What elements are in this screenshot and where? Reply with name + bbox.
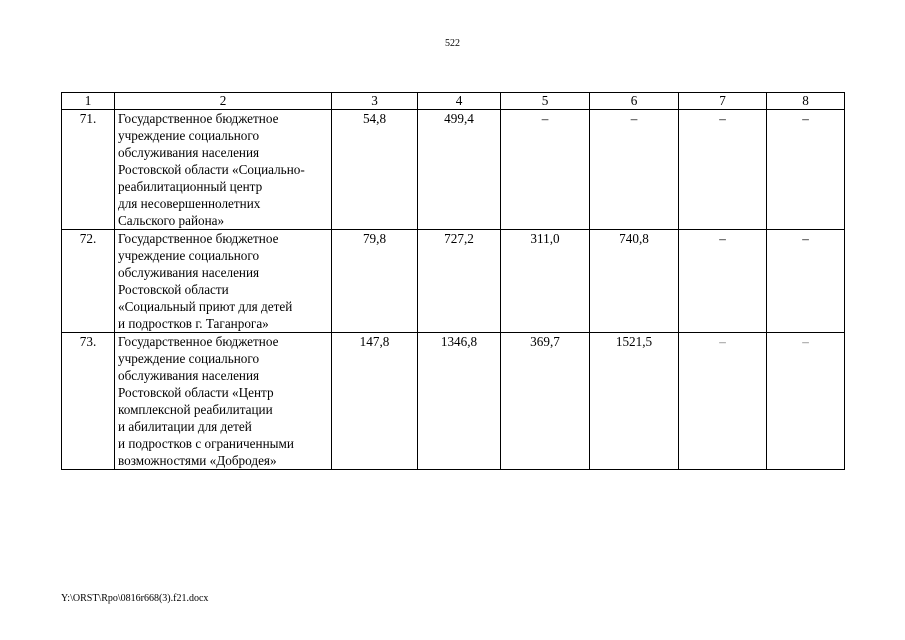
cell-col-4: 499,4 xyxy=(418,110,501,230)
footer-file-path: Y:\ORST\Rpo\0816r668(3).f21.docx xyxy=(61,593,209,604)
column-header: 1 xyxy=(62,93,115,110)
institution-name xyxy=(115,110,332,230)
cell-col-6: 740,8 xyxy=(590,230,679,333)
column-header: 2 xyxy=(115,93,332,110)
name-line: обслуживания населения xyxy=(118,368,260,383)
name-line: для несовершеннолетних xyxy=(118,196,261,211)
column-header: 4 xyxy=(418,93,501,110)
cell-col-5: 369,7 xyxy=(501,333,590,470)
institution-name xyxy=(115,230,332,333)
cell-col-8: – xyxy=(767,110,845,230)
name-line: обслуживания населения xyxy=(118,265,260,280)
name-line: обслуживания населения xyxy=(118,145,260,160)
column-header: 7 xyxy=(679,93,767,110)
data-table xyxy=(61,92,845,470)
name-line: учреждение социального xyxy=(118,248,260,263)
cell-col-5: – xyxy=(501,110,590,230)
cell-col-7: – xyxy=(679,110,767,230)
name-line: комплексной реабилитации xyxy=(118,402,273,417)
column-header: 5 xyxy=(501,93,590,110)
column-header: 6 xyxy=(590,93,679,110)
name-line: учреждение социального xyxy=(118,128,260,143)
row-number: 72. xyxy=(62,230,115,333)
cell-col-5: 311,0 xyxy=(501,230,590,333)
institution-name xyxy=(115,333,332,470)
name-line: Государственное бюджетное xyxy=(118,231,279,246)
cell-col-8: – xyxy=(767,333,845,470)
cell-col-3: 54,8 xyxy=(332,110,418,230)
name-line: Ростовской области «Центр xyxy=(118,385,274,400)
name-line: «Социальный приют для детей xyxy=(118,299,293,314)
cell-col-4: 727,2 xyxy=(418,230,501,333)
name-line: Сальского района» xyxy=(118,213,225,228)
cell-col-6: – xyxy=(590,110,679,230)
cell-col-4: 1346,8 xyxy=(418,333,501,470)
name-line: учреждение социального xyxy=(118,351,260,366)
name-line: и подростков с ограниченными xyxy=(118,436,294,451)
name-line: возможностями «Добродея» xyxy=(118,453,277,468)
cell-col-8: – xyxy=(767,230,845,333)
row-number: 73. xyxy=(62,333,115,470)
name-line: Ростовской области «Социально- xyxy=(118,162,305,177)
name-line: Ростовской области xyxy=(118,282,229,297)
table-row xyxy=(62,230,845,333)
name-line: и подростков г. Таганрога» xyxy=(118,316,269,331)
cell-col-7: – xyxy=(679,230,767,333)
name-line: Государственное бюджетное xyxy=(118,334,279,349)
row-number: 71. xyxy=(62,110,115,230)
cell-col-3: 147,8 xyxy=(332,333,418,470)
cell-col-6: 1521,5 xyxy=(590,333,679,470)
name-line: Государственное бюджетное xyxy=(118,111,279,126)
table-header-row xyxy=(62,93,845,110)
name-line: реабилитационный центр xyxy=(118,179,263,194)
table-row xyxy=(62,333,845,470)
column-header: 8 xyxy=(767,93,845,110)
column-header: 3 xyxy=(332,93,418,110)
name-line: и абилитации для детей xyxy=(118,419,252,434)
table-row xyxy=(62,110,845,230)
cell-col-3: 79,8 xyxy=(332,230,418,333)
page-number: 522 xyxy=(445,38,460,49)
cell-col-7: – xyxy=(679,333,767,470)
